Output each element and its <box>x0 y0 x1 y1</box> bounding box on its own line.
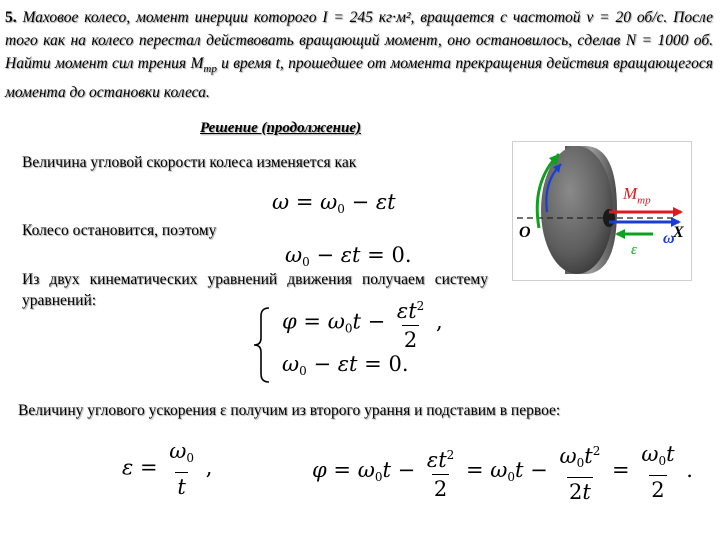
fin-t-1: t <box>382 458 391 482</box>
fin-f3-den: 2 <box>649 475 666 503</box>
eq1-equals: = <box>295 190 314 214</box>
fin-omega0-1: ω <box>357 458 375 482</box>
fin-equals-3: = <box>612 458 630 482</box>
sys1-phi: φ <box>282 309 297 334</box>
fin-f2-sub: 0 <box>576 456 585 470</box>
equation-epsilon <box>122 438 212 500</box>
sys2-eps: ε <box>337 352 350 376</box>
problem-number: 5. <box>5 9 17 26</box>
fin-t-2: t <box>515 458 524 482</box>
label-m-tr <box>623 184 651 206</box>
equation-omega <box>272 190 396 216</box>
eps-fraction <box>167 438 196 500</box>
fin-f3-t: t <box>666 441 675 466</box>
problem-text-2: = 20 об/с. После того как на колесо перестал действовать вращающий момент, оно остановилось, сделав N = 1000 об. Найти момент сил трения M <box>5 9 713 72</box>
fin-f2-den-t: t <box>582 480 591 504</box>
fin-f2-sq: 2 <box>592 444 601 458</box>
eps-frac-omega0: ω <box>169 439 187 463</box>
problem-statement <box>5 6 713 104</box>
eps-frac-sub: 0 <box>186 451 195 465</box>
equation-stop <box>285 243 412 269</box>
fin-equals-1: = <box>333 458 352 482</box>
sys2-minus: − <box>313 352 332 376</box>
label-m-sub: тр <box>637 194 651 207</box>
label-o: O <box>519 224 531 241</box>
eps-frac-t: t <box>177 475 186 499</box>
fin-f2-den-2: 2 <box>568 480 583 504</box>
eq1-eps: ε <box>375 190 388 214</box>
eq2-zero: 0. <box>391 243 412 267</box>
problem-text-1: Маховое колесо, момент инерции которого I = 245 кг·м², вращается с частотой <box>16 9 587 26</box>
fin-period: . <box>686 458 693 482</box>
eps-equals: = <box>139 455 158 480</box>
eq2-equals: = <box>367 243 385 267</box>
equation-phi-final <box>312 438 693 505</box>
eq2-sub: 0 <box>302 255 310 269</box>
flywheel-diagram <box>513 142 691 280</box>
paragraph-system: Из двух кинематических уравнений движения получаем систему уравнений: <box>22 271 488 309</box>
eq1-sub: 0 <box>337 202 345 216</box>
eq1-omega: ω <box>272 190 290 214</box>
system-brace <box>252 306 272 384</box>
sys1-minus: − <box>367 309 386 334</box>
fin-f1-eps: ε <box>426 447 439 472</box>
sys1-frac-t: t <box>408 299 417 323</box>
system-equation-1 <box>282 293 443 353</box>
eq1-t: t <box>387 190 396 214</box>
sys1-equals: = <box>303 309 322 334</box>
sys1-sub: 0 <box>344 321 353 336</box>
fin-f1-sq: 2 <box>446 447 455 462</box>
sys1-frac-eps: ε <box>396 299 409 323</box>
eq2-minus: − <box>316 243 335 267</box>
fin-fraction-2 <box>557 438 602 505</box>
eq2-eps: ε <box>340 243 353 267</box>
eq1-omega0: ω <box>320 190 338 214</box>
problem-subscript: тр <box>203 63 217 76</box>
sys1-t: t <box>352 309 361 334</box>
sys1-comma: , <box>435 309 443 334</box>
paragraph-angular-acceleration: Величину углового ускорения ε получим из второго урання и подставим в первое: <box>18 402 561 419</box>
fin-fraction-1 <box>425 442 456 502</box>
eps-eps: ε <box>122 455 134 480</box>
fin-equals-2: = <box>465 458 484 482</box>
label-epsilon: ε <box>631 242 637 258</box>
fin-f3-omega0: ω <box>641 441 659 466</box>
fin-f1-den: 2 <box>432 474 449 502</box>
sys2-zero: 0. <box>388 352 409 376</box>
fin-omega0-2: ω <box>490 458 508 482</box>
fin-fraction-3 <box>639 441 676 503</box>
sys1-omega0: ω <box>327 309 345 334</box>
sys1-frac-den: 2 <box>402 325 419 353</box>
fin-minus-2: − <box>530 458 548 482</box>
fin-minus-1: − <box>397 458 416 482</box>
solution-title: Решение (продолжение) <box>200 120 361 136</box>
eq2-t: t <box>352 243 361 267</box>
sys2-equals: = <box>364 352 382 376</box>
sys1-frac-sq: 2 <box>416 299 425 313</box>
eq2-omega0: ω <box>285 243 303 267</box>
problem-nu: ν <box>586 9 594 26</box>
label-m: M <box>623 184 638 203</box>
fin-f2-omega0: ω <box>559 444 577 468</box>
sys2-sub: 0 <box>299 364 307 378</box>
fin-f2-t: t <box>584 444 593 468</box>
sys2-omega0: ω <box>282 352 300 376</box>
fin-f1-t: t <box>438 447 447 472</box>
fin-sub-1: 0 <box>374 470 383 484</box>
sys1-fraction <box>395 293 426 353</box>
label-omega: ω <box>663 230 675 247</box>
fin-sub-2: 0 <box>507 470 516 484</box>
eq1-minus: − <box>351 190 370 214</box>
flywheel-figure <box>512 141 692 281</box>
paragraph-wheel-stops: Колесо остановится, поэтому <box>22 222 217 239</box>
fin-phi: φ <box>312 458 327 482</box>
fin-f3-sub: 0 <box>658 453 667 468</box>
label-x: X <box>673 224 684 241</box>
eps-comma: , <box>205 455 213 480</box>
system-equation-2 <box>282 352 409 378</box>
wheel-face <box>541 146 613 274</box>
problem-text-3: и время t, прошедшее от момента прекращения действия вращающегося момента до остановки колеса. <box>5 55 713 102</box>
paragraph-angular-velocity: Величина угловой скорости колеса изменяется как <box>22 154 357 171</box>
sys2-t: t <box>349 352 358 376</box>
